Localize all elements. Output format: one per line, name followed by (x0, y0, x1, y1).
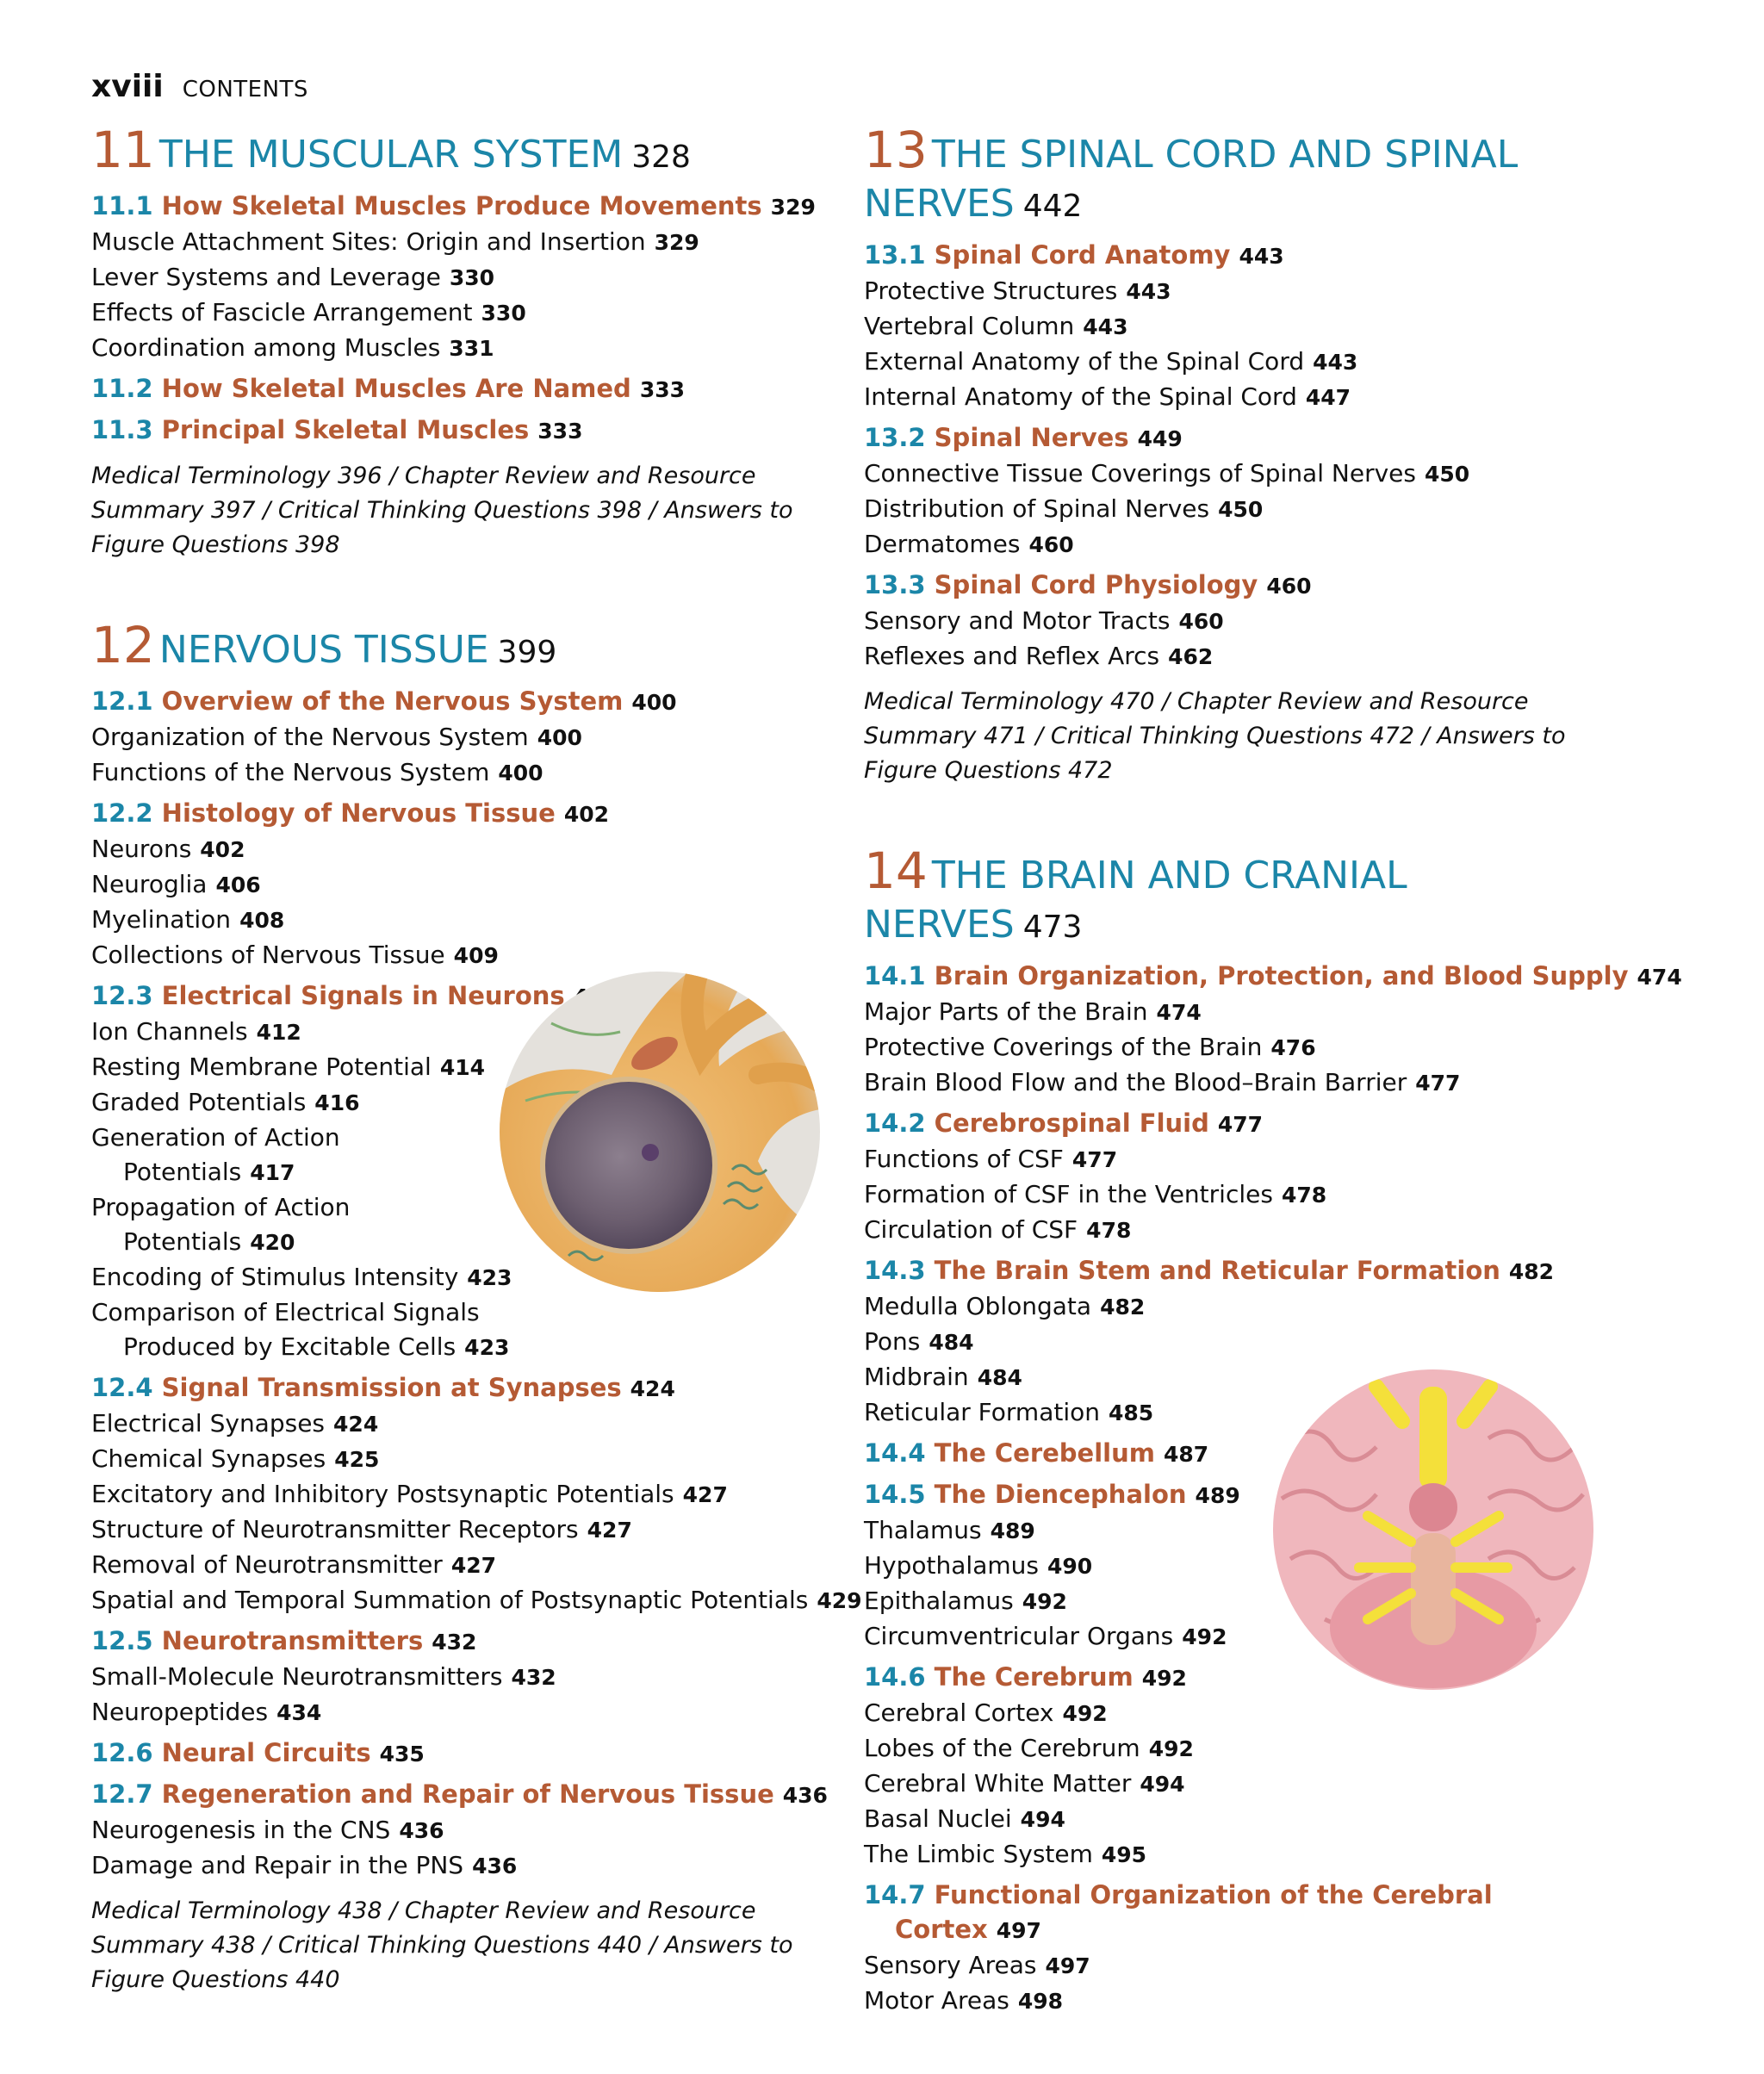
toc-entry[interactable]: Electrical Synapses 424 (91, 1409, 379, 1438)
toc-entry[interactable]: Functions of the Nervous System 400 (91, 758, 543, 786)
section-11-3[interactable]: 11.3 Principal Skeletal Muscles 333 (91, 415, 583, 444)
toc-entry[interactable]: Spatial and Temporal Summation of Postsynaptic Potentials 429 (91, 1586, 862, 1614)
toc-entry[interactable]: Formation of CSF in the Ventricles 478 (864, 1180, 1327, 1208)
toc-entry[interactable]: Reticular Formation 485 (864, 1398, 1154, 1426)
toc-entry[interactable]: The Limbic System 495 (864, 1840, 1147, 1868)
section-14-2[interactable]: 14.2 Cerebrospinal Fluid 477 (864, 1108, 1264, 1138)
toc-entry[interactable]: Generation of Action Potentials 417 (91, 1123, 340, 1186)
toc-entry[interactable]: Myelination 408 (91, 905, 285, 934)
section-14-5[interactable]: 14.5 The Diencephalon 489 (864, 1480, 1240, 1509)
toc-entry[interactable]: Hypothalamus 490 (864, 1551, 1093, 1580)
chapter-page: 473 (1022, 910, 1083, 945)
toc-entry[interactable]: Cerebral Cortex 492 (864, 1698, 1108, 1727)
toc-entry[interactable]: Ion Channels 412 (91, 1017, 301, 1046)
section-12-7[interactable]: 12.7 Regeneration and Repair of Nervous Tissue 436 (91, 1779, 828, 1809)
section-14-1[interactable]: 14.1 Brain Organization, Protection, and Blood Supply 474 (864, 961, 1682, 990)
section-14-4[interactable]: 14.4 The Cerebellum 487 (864, 1438, 1209, 1468)
toc-entry[interactable]: Connective Tissue Coverings of Spinal Nerves 450 (864, 459, 1470, 487)
toc-entry[interactable]: Epithalamus 492 (864, 1587, 1067, 1615)
section-12-4[interactable]: 12.4 Signal Transmission at Synapses 424 (91, 1373, 675, 1402)
section-12-6[interactable]: 12.6 Neural Circuits 435 (91, 1738, 425, 1767)
running-head: CONTENTS (182, 77, 308, 102)
toc-entry[interactable]: Chemical Synapses 425 (91, 1444, 380, 1473)
toc-entry[interactable]: Protective Coverings of the Brain 476 (864, 1033, 1316, 1061)
chapter-number: 13 (864, 121, 928, 179)
toc-entry[interactable]: Circulation of CSF 478 (864, 1215, 1132, 1244)
toc-entry[interactable]: Dermatomes 460 (864, 530, 1074, 558)
toc-entry[interactable]: Midbrain 484 (864, 1363, 1022, 1391)
chapter-page: 328 (631, 140, 691, 175)
section-12-3[interactable]: 12.3 Electrical Signals in Neurons (91, 981, 565, 1010)
chapter-title: THE BRAIN AND CRANIAL (931, 854, 1407, 897)
toc-entry[interactable]: Structure of Neurotransmitter Receptors 427 (91, 1515, 632, 1543)
section-13-2[interactable]: 13.2 Spinal Nerves 449 (864, 423, 1183, 452)
page-header (91, 69, 308, 104)
toc-entry[interactable]: Medulla Oblongata 482 (864, 1292, 1146, 1320)
toc-entry[interactable]: Effects of Fascicle Arrangement 330 (91, 298, 526, 326)
toc-entry[interactable]: Small-Molecule Neurotransmitters 432 (91, 1662, 556, 1691)
toc-entry[interactable]: Lobes of the Cerebrum 492 (864, 1734, 1194, 1762)
neuron-illustration (500, 972, 820, 1292)
section-14-3[interactable]: 14.3 The Brain Stem and Reticular Formation 482 (864, 1256, 1555, 1285)
toc-entry[interactable]: Encoding of Stimulus Intensity 423 (91, 1263, 512, 1291)
toc-entry[interactable]: Cerebral White Matter 494 (864, 1769, 1185, 1798)
toc-entry[interactable]: Major Parts of the Brain 474 (864, 997, 1202, 1026)
toc-entry[interactable]: Coordination among Muscles 331 (91, 333, 494, 362)
section-11-2[interactable]: 11.2 How Skeletal Muscles Are Named 333 (91, 374, 685, 403)
chapter-title: THE SPINAL CORD AND SPINAL (931, 133, 1519, 177)
chapter-number: 12 (91, 616, 155, 674)
chapter-12-heading[interactable] (91, 616, 866, 679)
chapter-number: 14 (864, 841, 928, 900)
chapter-title-cont: NERVES (864, 182, 1015, 226)
page-number: xviii (91, 69, 164, 104)
toc-entry[interactable]: Distribution of Spinal Nerves 450 (864, 494, 1264, 523)
toc-entry[interactable]: Pons 484 (864, 1327, 974, 1356)
chapter-title: NERVOUS TISSUE (158, 628, 489, 672)
toc-entry[interactable]: Organization of the Nervous System 400 (91, 723, 582, 751)
toc-entry[interactable]: Brain Blood Flow and the Blood–Brain Barrier 477 (864, 1068, 1461, 1096)
neuron-drawing (500, 972, 820, 1292)
chapter-11-end-matter: Medical Terminology 396 / Chapter Review and Resource Summary 397 / Critical Thinking Questions 398 / Answers to Figure Questions 398 (91, 463, 793, 558)
toc-entry[interactable]: Neurons 402 (91, 835, 245, 863)
chapter-page: 399 (497, 635, 557, 670)
chapter-page: 442 (1022, 189, 1083, 224)
section-12-2[interactable]: 12.2 Histology of Nervous Tissue 402 (91, 798, 610, 828)
toc-entry[interactable]: Thalamus 489 (864, 1516, 1035, 1544)
chapter-title: THE MUSCULAR SYSTEM (158, 133, 624, 177)
section-13-3[interactable]: 13.3 Spinal Cord Physiology 460 (864, 570, 1312, 599)
right-column (864, 121, 1682, 2019)
toc-entry[interactable]: Muscle Attachment Sites: Origin and Insertion 329 (91, 227, 699, 256)
toc-entry[interactable]: Excitatory and Inhibitory Postsynaptic Potentials 427 (91, 1480, 728, 1508)
toc-entry[interactable]: Sensory and Motor Tracts 460 (864, 606, 1224, 635)
section-title: How Skeletal Muscles Produce Movements (161, 191, 762, 220)
toc-entry[interactable]: Neurogenesis in the CNS 436 (91, 1816, 444, 1844)
toc-entry[interactable]: Sensory Areas 497 (864, 1951, 1090, 1979)
toc-entry[interactable]: Lever Systems and Leverage 330 (91, 263, 495, 291)
chapter-12-end-matter: Medical Terminology 438 / Chapter Review and Resource Summary 438 / Critical Thinking Questions 440 / Answers to Figure Questions 440 (91, 1897, 793, 1993)
chapter-13-heading[interactable] (864, 121, 1639, 233)
toc-entry[interactable]: Protective Structures 443 (864, 276, 1171, 305)
toc-entry[interactable]: Damage and Repair in the PNS 436 (91, 1851, 518, 1879)
toc-entry[interactable]: External Anatomy of the Spinal Cord 443 (864, 347, 1358, 376)
chapter-14-heading[interactable] (864, 841, 1639, 953)
toc-entry[interactable]: Graded Potentials 416 (91, 1088, 360, 1116)
brain-illustration (1273, 1369, 1593, 1690)
toc-entry[interactable]: Basal Nuclei 494 (864, 1804, 1065, 1833)
section-13-1[interactable]: 13.1 Spinal Cord Anatomy 443 (864, 240, 1284, 270)
section-page: 329 (770, 195, 816, 220)
section-number: 11.1 (91, 191, 153, 220)
toc-entry[interactable]: Comparison of Electrical Signals Produced by Excitable Cells 423 (91, 1298, 510, 1361)
toc-entry[interactable]: Motor Areas 498 (864, 1986, 1064, 2015)
chapter-number: 11 (91, 121, 155, 179)
toc-entry[interactable]: Propagation of Action Potentials 420 (91, 1193, 351, 1256)
brain-drawing (1273, 1369, 1593, 1690)
toc-entry[interactable]: Collections of Nervous Tissue 409 (91, 941, 499, 969)
section-12-5[interactable]: 12.5 Neurotransmitters 432 (91, 1626, 477, 1655)
section-11-1[interactable] (91, 189, 866, 225)
chapter-13-end-matter: Medical Terminology 470 / Chapter Review and Resource Summary 471 / Critical Thinking Questions 472 / Answers to Figure Questions 472 (864, 688, 1566, 784)
toc-entry[interactable]: Vertebral Column 443 (864, 312, 1128, 340)
chapter-title-cont: NERVES (864, 903, 1015, 947)
section-14-6[interactable]: 14.6 The Cerebrum 492 (864, 1662, 1187, 1692)
toc-entry[interactable]: Removal of Neurotransmitter 427 (91, 1550, 496, 1579)
section-14-7[interactable]: 14.7 Functional Organization of the Cerebral Cortex 497 (864, 1880, 1493, 1944)
toc-entry[interactable]: Resting Membrane Potential 414 (91, 1053, 486, 1081)
chapter-11-heading[interactable] (91, 121, 866, 183)
toc-entry[interactable]: Neuropeptides 434 (91, 1698, 322, 1726)
toc-entry[interactable]: Reflexes and Reflex Arcs 462 (864, 642, 1214, 670)
toc-entry[interactable]: Circumventricular Organs 492 (864, 1622, 1227, 1650)
section-12-1[interactable]: 12.1 Overview of the Nervous System 400 (91, 686, 677, 716)
toc-entry[interactable]: Functions of CSF 477 (864, 1145, 1118, 1173)
toc-entry[interactable]: Internal Anatomy of the Spinal Cord 447 (864, 382, 1351, 411)
toc-entry[interactable]: Neuroglia 406 (91, 870, 261, 898)
